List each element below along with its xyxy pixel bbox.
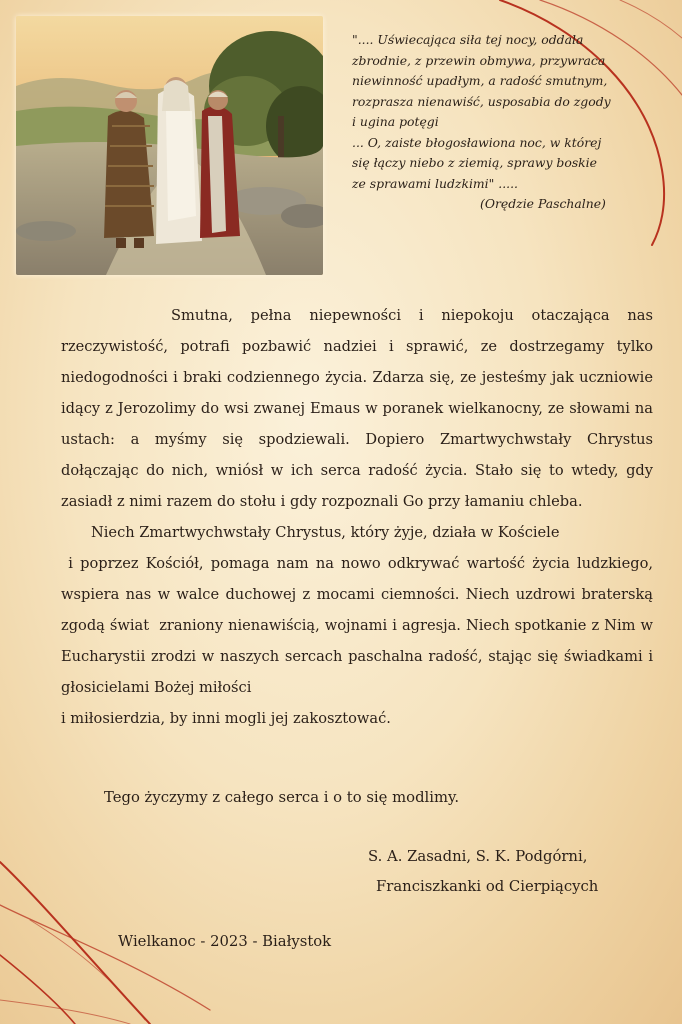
signature-organization: Franciszkanki od Cierpiących <box>376 878 599 895</box>
quote-line: rozprasza nienawiść, usposabia do zgody <box>352 93 611 109</box>
quote-line: ... O, zaiste błogosławiona noc, w której <box>352 134 602 150</box>
wish-line: Tego życzymy z całego serca i o to się modlimy. <box>104 789 460 806</box>
quote-line: się łączy niebo z ziemią, sprawy boskie <box>352 155 597 170</box>
letter-body <box>61 300 658 734</box>
paschal-quote <box>352 30 667 215</box>
quote-line: i ugina potęgi <box>352 114 439 129</box>
quote-line: niewinność upadłym, a radość smutnym, <box>352 73 608 88</box>
paragraph-2-first-line: Niech Zmartwychwstały Chrystus, który żyje, działa w Kościele <box>91 524 560 541</box>
quote-line: zbrodnie, z przewin obmywa, przywraca <box>352 52 606 68</box>
signature-names: S. A. Zasadni, S. K. Podgórni, <box>368 848 588 865</box>
dateline: Wielkanoc - 2023 - Białystok <box>118 933 332 950</box>
paragraph-2-last-line: i miłosierdzia, by inni mogli jej zakosztować. <box>61 710 391 727</box>
signature <box>368 842 598 902</box>
paragraph-2-continued: i poprzez Kościół, pomaga nam na nowo odkrywać wartość życia ludzkiego, wspiera nas w walce duchowej z mocami ciemności. Niech uzdrowi braterską zgodą świat zraniony nienawiścią, wojnami i agresja. Niech spotkanie z Nim w Eucharystii zrodzi w naszych sercach paschalna radość, stając się świadkami i głosicielami Bożej miłości <box>61 555 658 696</box>
paragraph-1: Smutna, pełna niepewności i niepokoju otaczająca nas rzeczywistość, potrafi pozbawić nadziei i sprawić, ze dostrzegamy tylko niedogodności i braki codziennego życia. Zdarza się, ze jesteśmy jak uczniowie idący z Jerozolimy do wsi zwanej Emaus w poranek wielkanocny, ze słowami na ustach: a myśmy się spodziewali. Dopiero Zmartwychwstały Chrystus dołączając do nich, wniósł w ich serca radość życia. Stało się to wtedy, gdy zasiadł z nimi razem do stołu i gdy rozpoznali Go przy łamaniu chleba. <box>61 307 653 510</box>
emmaus-painting <box>16 16 323 275</box>
quote-line: ".... Uświecająca siła tej nocy, oddala <box>352 32 584 47</box>
emmaus-painting-illustration <box>16 16 323 275</box>
quote-line: ze sprawami ludzkimi" ..... <box>352 175 518 191</box>
quote-source: (Orędzie Paschalne) <box>480 196 606 211</box>
